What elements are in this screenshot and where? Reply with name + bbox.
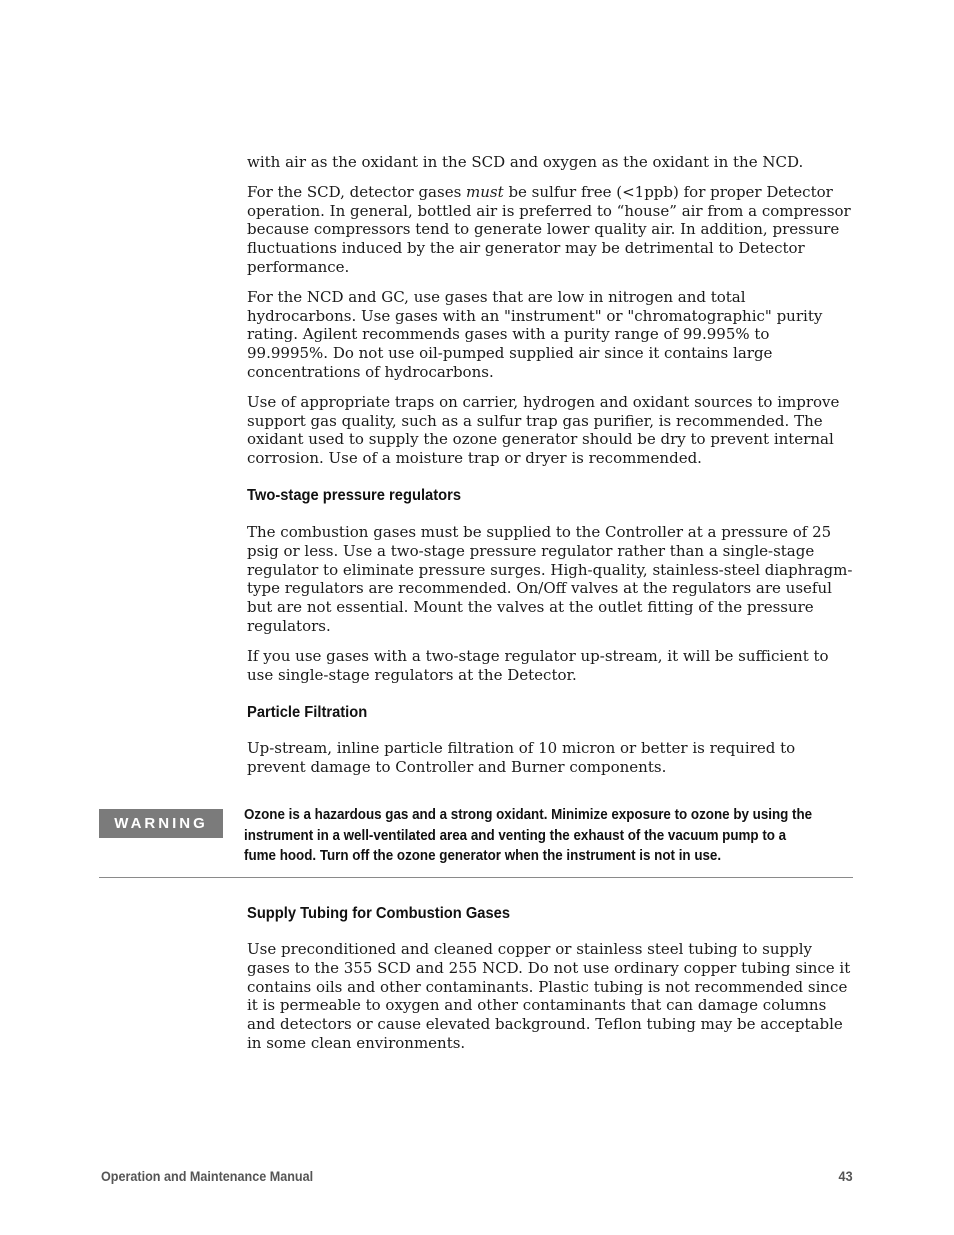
heading-two-stage-regulators: Two-stage pressure regulators: [247, 487, 462, 504]
heading-particle-filtration: Particle Filtration: [247, 704, 368, 721]
emphasis-must: must: [466, 182, 504, 201]
filtration-section: [247, 739, 853, 777]
regulators-section: [247, 523, 853, 684]
warning-badge: WARNING: [99, 809, 223, 838]
warning-text: Ozone is a hazardous gas and a strong oxidant. Minimize exposure to ozone by using the instrument in a well-ventilated area and venting the exhaust of the vacuum pump to a fume hood. Turn off the ozone generator when the instrument is not in use.: [244, 807, 813, 864]
paragraph-filtration: Up-stream, inline particle filtration of 10 micron or better is required to prevent damage to Controller and Burner components.: [247, 739, 796, 776]
scd-text-start: For the SCD, detector gases: [247, 182, 467, 201]
warning-divider: [99, 877, 853, 878]
paragraph-tubing: Use preconditioned and cleaned copper or stainless steel tubing to supply gases to the 355 SCD and 255 NCD. Do not use ordinary copper tubing since it contains oils and other contaminants. Plastic tubing is not recommended since it is permeable to oxygen and other contaminants that can damage columns and detectors or cause elevated background. Teflon tubing may be acceptable in some clean environments.: [247, 940, 851, 1052]
paragraph-single-stage: If you use gases with a two-stage regulator up-stream, it will be sufficient to use single-stage regulators at the Detector.: [247, 646, 829, 684]
footer-manual-title: Operation and Maintenance Manual: [101, 1168, 314, 1184]
gas-purity-section: [247, 153, 853, 468]
paragraph-oxidant: with air as the oxidant in the SCD and oxygen as the oxidant in the NCD.: [247, 153, 804, 171]
paragraph-regulators: The combustion gases must be supplied to the Controller at a pressure of 25 psig or less. Use a two-stage pressure regulator rather than a single-stage regulator to eliminate pressure surges. High-quality, stainless-steel diaphragm-type regulators are recommended. On/Off valves at the regulators are useful but are not essential. Mount the valves at the outlet fitting of the pressure regulators.: [247, 523, 853, 635]
footer-page-number: 43: [838, 1168, 853, 1184]
heading-supply-tubing: Supply Tubing for Combustion Gases: [247, 905, 511, 922]
paragraph-traps: Use of appropriate traps on carrier, hydrogen and oxidant sources to improve support gas quality, such as a sulfur trap gas purifier, is recommended. The oxidant used to supply the ozone generator should be dry to prevent internal corrosion. Use of a moisture trap or dryer is recommended.: [247, 392, 840, 468]
scd-text-end: be sulfur free (<1ppb) for proper Detector operation. In general, bottled air is preferred to “house” air from a compressor because compressors tend to generate lower quality air. In addition, pressure fluctuations induced by the air generator may be detrimental to Detector performance.: [247, 182, 851, 276]
paragraph-ncd-gases: For the NCD and GC, use gases that are low in nitrogen and total hydrocarbons. Use gases with an "instrument" or "chromatographic" purity rating. Agilent recommends gases with a purity range of 99.995% to 99.9995%. Do not use oil-pumped supplied air since it contains large concentrations of hydrocarbons.: [247, 287, 823, 381]
paragraph-scd-gases: [247, 183, 853, 277]
tubing-section: [247, 940, 853, 1053]
